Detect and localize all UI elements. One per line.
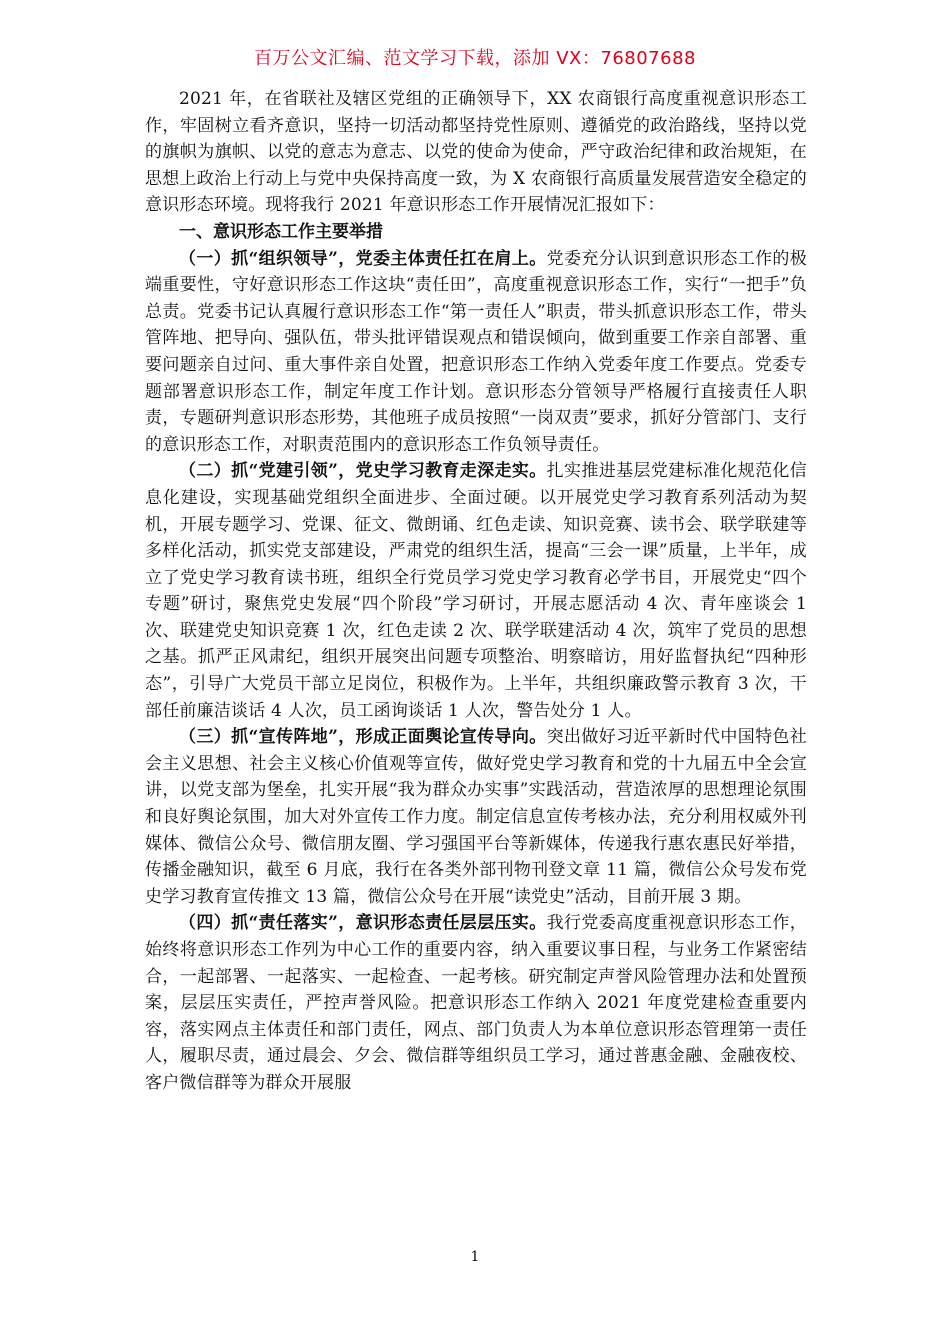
page-number: 1 bbox=[470, 1249, 480, 1265]
section-lead-4: （四）抓“责任落实”，意识形态责任层层压实。 bbox=[179, 913, 547, 934]
section-paragraph-2 bbox=[145, 458, 807, 724]
section-lead-1: （一）抓“组织领导”，党委主体责任扛在肩上。 bbox=[179, 248, 547, 269]
section-text-4: 我行党委高度重视意识形态工作，始终将意识形态工作列为中心工作的重要内容，纳入重要议事日程，与业务工作紧密结合，一起部署、一起落实、一起检查、一起考核。研究制定声誉风险管理办法和处置预案，层层压实责任，严控声誉风险。把意识形态工作纳入 2021 年度党建检查重要内容，落实网点主体责任和部门责任，网点、部门负责人为本单位意识形态管理第一责任人，履职尽责，通过晨会、夕会、微信群等组织员工学习，通过普惠金融、金融夜校、客户微信群等为群众开展服 bbox=[145, 913, 808, 1093]
section-text-3: 突出做好习近平新时代中国特色社会主义思想、社会主义核心价值观等宣传，做好党史学习教育和党的十九届五中全会宣讲，以党支部为堡垒，扎实开展“我为群众办实事”实践活动，营造浓厚的思想理论氛围和良好舆论氛围，加大对外宣传工作力度。制定信息宣传考核办法，充分利用权威外刊媒体、微信公众号、微信朋友圈、学习强国平台等新媒体，传递我行惠农惠民好举措，传播金融知识，截至 6 月底，我行在各类外部刊物刊登文章 11 篇，微信公众号发布党史学习教育宣传推文 13 篇，微信公众号在开展“读党史”活动，目前开展 3 期。 bbox=[145, 727, 808, 907]
section-lead-3: （三）抓“宣传阵地”，形成正面舆论宣传导向。 bbox=[179, 727, 547, 748]
section-heading: 一、意识形态工作主要举措 bbox=[179, 221, 383, 242]
section-paragraph-4 bbox=[145, 910, 807, 1096]
intro-paragraph: 2021 年，在省联社及辖区党组的正确领导下，XX 农商银行高度重视意识形态工作，牢固树立看齐意识，坚持一切活动都坚持党性原则、遵循党的政治路线，坚持以党的旗帜为旗帜、以党的意志为意志、以党的使命为使命，严守政治纪律和政治规矩，在思想上政治上行动上与党中央保持高度一致，为 X 农商银行高质量发展营造安全稳定的意识形态环境。现将我行 2021 年意识形态工作开展情况汇报如下： bbox=[145, 89, 807, 216]
watermark-banner: 百万公文汇编、范文学习下载，添加 VX：76807688 bbox=[254, 48, 696, 69]
section-paragraph-1 bbox=[145, 246, 807, 459]
section-text-1: 党委充分认识到意识形态工作的极端重要性，守好意识形态工作这块“责任田”，高度重视意识形态工作，实行“一把手”负总责。党委书记认真履行意识形态工作“第一责任人”职责，带头抓意识形态工作，带头管阵地、把导向、强队伍，带头批评错误观点和错误倾向，做到重要工作亲自部署、重要问题亲自过问、重大事件亲自处置，把意识形态工作纳入党委年度工作要点。党委专题部署意识形态工作，制定年度工作计划。意识形态分管领导严格履行直接责任人职责，专题研判意识形态形势，其他班子成员按照“一岗双责”要求，抓好分管部门、支行的意识形态工作，对职责范围内的意识形态工作负领导责任。 bbox=[145, 248, 808, 455]
section-paragraph-3 bbox=[145, 724, 807, 910]
document-body bbox=[145, 86, 807, 1097]
section-lead-2: （二）抓“党建引领”，党史学习教育走深走实。 bbox=[179, 461, 547, 482]
section-text-2: 扎实推进基层党建标准化规范化信息化建设，实现基础党组织全面进步、全面过硬。以开展党史学习教育系列活动为契机，开展专题学习、党课、征文、微朗诵、红色走读、知识竞赛、读书会、联学联建等多样化活动，抓实党支部建设，严肃党的组织生活，提高“三会一课”质量，上半年，成立了党史学习教育读书班，组织全行党员学习党史学习教育必学书目，开展党史“四个专题”研讨，聚焦党史发展“四个阶段”学习研讨，开展志愿活动 4 次、青年座谈会 1 次、联建党史知识竞赛 1 次，红色走读 2 次、联学联建活动 4 次，筑牢了党员的思想之基。抓严正风肃纪，组织开展突出问题专项整治、明察暗访，用好监督执纪“四种形态”，引导广大党员干部立足岗位，积极作为。上半年，共组织廉政警示教育 3 次，干部任前廉洁谈话 4 人次，员工函询谈话 1 人次，警告处分 1 人。 bbox=[145, 461, 808, 721]
